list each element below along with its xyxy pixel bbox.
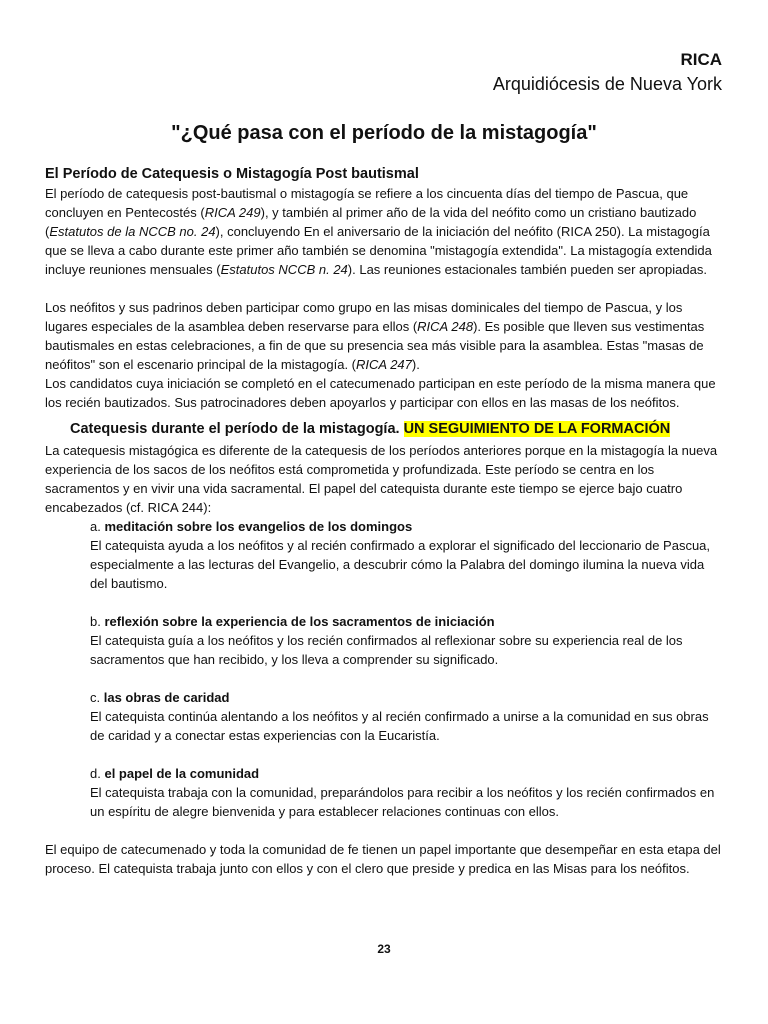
list-item: a. meditación sobre los evangelios de los domingos El catequista ayuda a los neófitos y al recién confirmado a explorar el significado del leccionario de Pascua, especialmente a las lecturas del Evangelio, a descubrir cómo la Palabra del domingo ilumina la nueva vida del bautismo.	[90, 517, 725, 593]
item-title: meditación sobre los evangelios de los domingos	[104, 519, 413, 534]
item-text: El catequista guía a los neófitos y los recién confirmados al reflexionar sobre su experiencia real de los sacramentos que han recibido, y los lleva a comprender su significado.	[90, 633, 683, 667]
header-org: RICA	[680, 50, 722, 69]
section-heading-mistagogia: El Período de Catequesis o Mistagogía Post bautismal	[45, 166, 419, 182]
paragraph-candidatos: Los candidatos cuya iniciación se completó en el catecumenado participan en este período de la misma manera que los recién bautizados. Sus patrocinadores deben apoyarlos y participar con ellos en las masas de los neófitos.	[45, 376, 716, 410]
list-item: b. reflexión sobre la experiencia de los sacramentos de iniciación El catequista guía a los neófitos y los recién confirmados al reflexionar sobre su experiencia real de los sacramentos que han recibido, y los lleva a comprender su significado.	[90, 612, 725, 669]
document-title: "¿Qué pasa con el período de la mistagogía"	[171, 122, 597, 144]
list-item: d. el papel de la comunidad El catequista trabaja con la comunidad, preparándolos para recibir a los neófitos y los recién confirmados en un espíritu de alegre bienvenida y para establecer relaciones continuas con ellos.	[90, 764, 725, 821]
item-text: El catequista ayuda a los neófitos y al recién confirmado a explorar el significado del leccionario de Pascua, especialmente a las lecturas del Evangelio, a descubrir cómo la Palabra del domingo ilumina la nueva vida del bautismo.	[90, 538, 711, 591]
paragraph-intro: El período de catequesis post-bautismal o mistagogía se refiere a los cincuenta días del tiempo de Pascua, que concluyen en Pentecostés (RICA 249), y también al primer año de la vida del neófito como un cristiano bautizado (Estatutos de la NCCB no. 24), concluyendo En el aniversario de la iniciación del neófito (RICA 250). La mistagogía que se lleva a cabo durante este primer año también se denomina "mistagogía extendida". La mistagogía extendida incluye reuniones mensuales (Estatutos NCCB n. 24). Las reuniones estacionales también pueden ser apropiadas.	[45, 186, 712, 277]
document-body	[45, 165, 725, 878]
list-item: c. las obras de caridad El catequista continúa alentando a los neófitos y al recién confirmado a unirse a la comunidad en sus obras de caridad y a conectar estas experiencias con la Eucaristía.	[90, 688, 725, 745]
item-title: las obras de caridad	[103, 690, 230, 705]
item-text: El catequista continúa alentando a los neófitos y al recién confirmado a unirse a la comunidad en sus obras de caridad y a conectar estas experiencias con la Eucaristía.	[90, 709, 709, 743]
header-subtitle: Arquidiócesis de Nueva York	[492, 74, 722, 94]
page-number: 23	[377, 942, 391, 956]
item-title: el papel de la comunidad	[104, 766, 260, 781]
item-text: El catequista trabaja con la comunidad, preparándolos para recibir a los neófitos y los recién confirmados en un espíritu de alegre bienvenida y para establecer relaciones continuas con ellos.	[90, 785, 715, 819]
section-heading-catequesis: Catequesis durante el período de la mistagogía. UN SEGUIMIENTO DE LA FORMACIÓN	[70, 421, 671, 437]
highlighted-heading: UN SEGUIMIENTO DE LA FORMACIÓN	[403, 421, 671, 437]
item-title: reflexión sobre la experiencia de los sacramentos de iniciación	[104, 614, 495, 629]
paragraph-closing: El equipo de catecumenado y toda la comunidad de fe tienen un papel importante que desempeñar en esta etapa del proceso. El catequista trabaja junto con ellos y con el clero que preside y predica en las Misas para los neófitos.	[45, 842, 721, 876]
paragraph-catequesis-intro: La catequesis mistagógica es diferente de la catequesis de los períodos anteriores porque en la mistagogía la nueva experiencia de los sacos de los neófitos está comprometida y profundizada. Este período se centra en los sacramentos y en vivir una vida sacramental. El papel del catequista durante este tiempo se ejerce bajo cuatro encabezados (cf. RICA 244):	[45, 443, 718, 515]
paragraph-neofitos: Los neófitos y sus padrinos deben participar como grupo en las misas dominicales del tiempo de Pascua, y los lugares especiales de la asamblea deben reservarse para ellos (RICA 248). Es posible que lleven sus vestimentas bautismales en estas celebraciones, a fin de que su presencia sea más visible para la asamblea. Estas "masas de neófitos" son el escenario principal de la mistagogía. (RICA 247).	[45, 300, 705, 372]
